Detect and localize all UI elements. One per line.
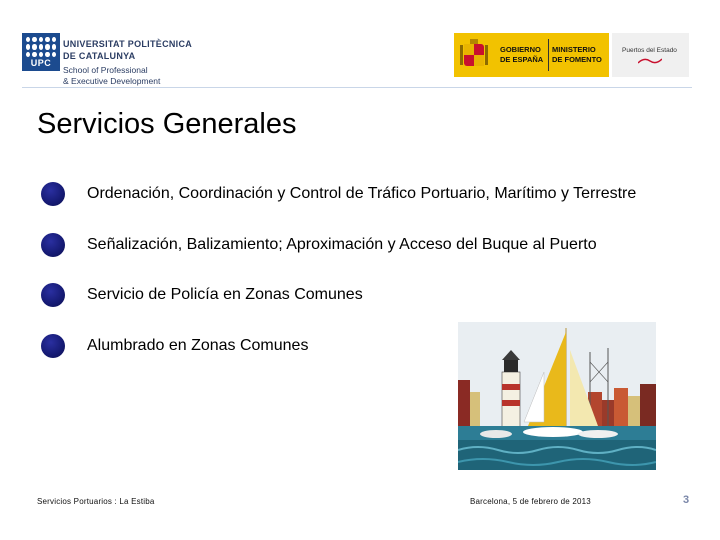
bullet-dot-icon bbox=[41, 182, 65, 206]
bullet-item bbox=[41, 233, 720, 257]
bullet-dot-icon bbox=[41, 233, 65, 257]
gobierno-logo bbox=[454, 33, 609, 77]
gob-line1b: DE ESPAÑA bbox=[500, 55, 544, 64]
upc-sub-line1: School of Professional bbox=[63, 65, 148, 75]
harbor-illustration bbox=[458, 322, 656, 470]
gob-divider bbox=[548, 39, 549, 71]
gob-line2a: MINISTERIO bbox=[552, 45, 596, 54]
gob-line2b: DE FOMENTO bbox=[552, 55, 602, 64]
gob-line1a: GOBIERNO bbox=[500, 45, 541, 54]
footer-date: Barcelona, 5 de febrero de 2013 bbox=[470, 497, 591, 506]
footer-left: Servicios Portuarios : La Estiba bbox=[37, 497, 155, 506]
bullet-text: Ordenación, Coordinación y Control de Tráfico Portuario, Marítimo y Terrestre bbox=[87, 185, 637, 202]
upc-subtitle bbox=[63, 65, 160, 87]
bullet-dot-icon bbox=[41, 283, 65, 307]
header-rule bbox=[22, 87, 692, 88]
bullet-text: Servicio de Policía en Zonas Comunes bbox=[87, 286, 363, 303]
bullet-dot-icon bbox=[41, 334, 65, 358]
bullet-text: Alumbrado en Zonas Comunes bbox=[87, 337, 309, 354]
upc-name-line1: UNIVERSITAT POLITÈCNICA bbox=[63, 39, 193, 49]
slide-title: Servicios Generales bbox=[37, 108, 297, 140]
upc-sub-line2: & Executive Development bbox=[63, 76, 161, 86]
page-number: 3 bbox=[683, 494, 690, 506]
upc-dots-icon bbox=[26, 37, 56, 57]
ministerio-text bbox=[552, 45, 602, 65]
bullet-item bbox=[41, 182, 720, 206]
upc-abbr: UPC bbox=[30, 58, 52, 68]
bullet-text: Señalización, Balizamiento; Aproximación y Acceso del Buque al Puerto bbox=[87, 236, 597, 253]
puertos-label: Puertos del Estado bbox=[622, 47, 677, 54]
coat-of-arms-icon bbox=[460, 39, 488, 71]
puertos-del-estado-logo bbox=[612, 33, 689, 77]
bullet-item bbox=[41, 283, 720, 307]
upc-name-line2: DE CATALUNYA bbox=[63, 51, 136, 61]
upc-logo bbox=[22, 33, 60, 71]
gobierno-text bbox=[500, 45, 543, 65]
upc-name bbox=[63, 38, 192, 62]
wave-icon bbox=[638, 57, 662, 65]
